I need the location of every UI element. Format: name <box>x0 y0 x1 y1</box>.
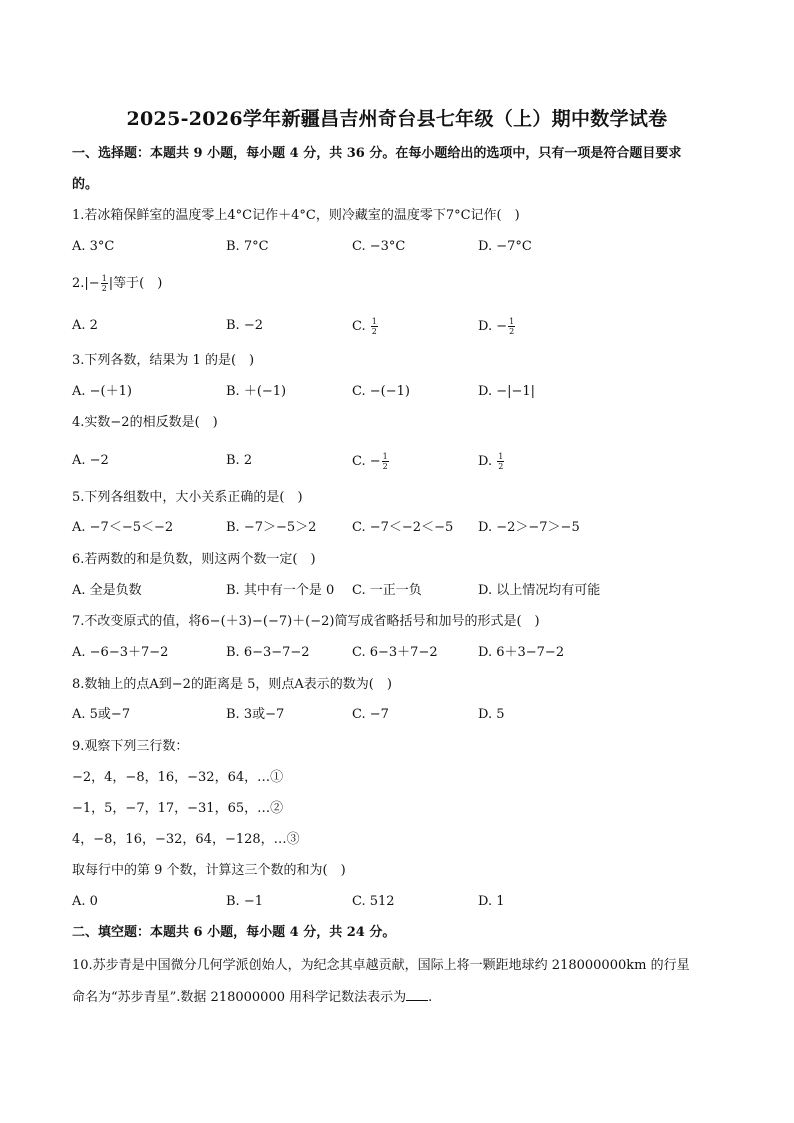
q9-row-1: −2，4，−8，16，−32，64，…① <box>72 770 284 785</box>
q10-line1: 10.苏步青是中国微分几何学派创始人，为纪念其卓越贡献，国际上将一颗距地球约 218000000km 的行星 <box>72 958 690 973</box>
exam-title: 2025-2026学年新疆昌吉州奇台县七年级（上）期中数学试卷 <box>126 108 668 130</box>
q8-stem: 8.数轴上的点A到−2的距离是 5，则点A表示的数为( ) <box>72 677 392 692</box>
q7-option-c: C. 6−3＋7−2 <box>352 645 438 660</box>
q1-option-d: D. −7°C <box>478 239 532 254</box>
q9-option-d: D. 1 <box>478 894 505 909</box>
q5-stem: 5.下列各组数中，大小关系正确的是( ) <box>72 490 303 505</box>
q4-option-d-fraction <box>497 452 504 471</box>
q2-stem-tail: 等于( ) <box>113 276 163 291</box>
q9-option-c: C. 512 <box>352 894 395 909</box>
q2-option-d-den: 2 <box>509 327 515 336</box>
q5-option-d: D. −2＞−7＞−5 <box>478 520 580 535</box>
q5-option-b: B. −7＞−5＞2 <box>226 520 317 535</box>
q2-abs-left: |− <box>84 276 100 291</box>
q9-question: 取每行中的第 9 个数，计算这三个数的和为( ) <box>72 863 346 878</box>
q10-line2-text: 命名为“苏步青星”.数据 218000000 用科学记数法表示为 <box>72 990 407 1005</box>
q8-option-d: D. 5 <box>478 707 505 722</box>
q3-option-a: A. −(＋1) <box>72 384 132 399</box>
q3-option-c: C. −(−1) <box>352 384 410 399</box>
q9-stem: 9.观察下列三行数： <box>72 739 189 754</box>
q6-option-d: D. 以上情况均有可能 <box>478 583 601 598</box>
q2-fraction-den: 2 <box>101 284 107 293</box>
q2-fraction <box>101 274 108 293</box>
q1-option-a: A. 3°C <box>72 239 115 254</box>
q3-option-d: D. −|−1| <box>478 384 536 399</box>
q2-option-c-prefix: C. <box>352 319 370 334</box>
q4-option-c-den: 2 <box>382 462 388 471</box>
q7-option-d: D. 6＋3−7−2 <box>478 645 565 660</box>
q6-option-c: C. 一正一负 <box>352 583 422 598</box>
q9-row-2: −1，5，−7，17，−31，65，…② <box>72 801 284 816</box>
q8-option-b: B. 3或−7 <box>226 707 285 722</box>
q9-option-b: B. −1 <box>226 894 263 909</box>
section1-header-line2: 的。 <box>72 177 99 192</box>
q4-option-c <box>352 452 390 471</box>
q3-stem: 3.下列各数，结果为 1 的是( ) <box>72 353 255 368</box>
q4-stem: 4.实数−2的相反数是( ) <box>72 415 218 430</box>
q2-option-c <box>352 317 379 336</box>
q2-option-d <box>478 317 516 336</box>
q9-row-3: 4，−8，16，−32，64，−128，…③ <box>72 832 300 847</box>
q7-stem: 7.不改变原式的值，将6−(＋3)−(−7)＋(−2)简写成省略括号和加号的形式是( ) <box>72 614 540 629</box>
q2-option-a: A. 2 <box>72 318 98 333</box>
q4-option-d-num: 1 <box>498 452 504 461</box>
q5-option-a: A. −7＜−5＜−2 <box>72 520 174 535</box>
q8-option-a: A. 5或−7 <box>72 707 131 722</box>
q4-option-d-den: 2 <box>498 462 504 471</box>
q2-option-c-num: 1 <box>371 317 377 326</box>
section2-header: 二、填空题：本题共 6 小题，每小题 4 分，共 24 分。 <box>72 925 396 940</box>
q4-option-c-fraction <box>382 452 389 471</box>
q2-abs-right: | <box>108 276 114 291</box>
q10-answer-blank[interactable] <box>406 988 428 1001</box>
q9-option-a: A. 0 <box>72 894 98 909</box>
q4-option-c-num: 1 <box>382 452 388 461</box>
section1-header-line1: 一、选择题：本题共 9 小题，每小题 4 分，共 36 分。在每小题给出的选项中，只有一项是符合题目要求 <box>72 146 682 161</box>
q6-option-b: B. 其中有一个是 0 <box>226 583 335 598</box>
q2-number: 2. <box>72 276 85 291</box>
q1-stem: 1.若冰箱保鲜室的温度零上4°C记作＋4°C，则冷藏室的温度零下7°C记作( ) <box>72 208 520 223</box>
q2-option-b: B. −2 <box>226 318 263 333</box>
q2-option-c-den: 2 <box>371 327 377 336</box>
q4-option-d-prefix: D. <box>478 454 497 469</box>
q7-option-a: A. −6−3＋7−2 <box>72 645 169 660</box>
q6-option-a: A. 全是负数 <box>72 583 142 598</box>
q1-option-b: B. 7°C <box>226 239 269 254</box>
q2-option-d-num: 1 <box>509 317 515 326</box>
q10-line2 <box>72 988 432 1007</box>
q4-option-a: A. −2 <box>72 453 109 468</box>
q8-option-c: C. −7 <box>352 707 389 722</box>
q2-option-c-fraction <box>371 317 378 336</box>
q6-stem: 6.若两数的和是负数，则这两个数一定( ) <box>72 552 316 567</box>
q2-stem <box>72 274 162 293</box>
q2-option-d-fraction <box>508 317 515 336</box>
q7-option-b: B. 6−3−7−2 <box>226 645 310 660</box>
q4-option-d <box>478 452 505 471</box>
q5-option-c: C. −7＜−2＜−5 <box>352 520 454 535</box>
q2-fraction-num: 1 <box>101 274 107 283</box>
q4-option-b: B. 2 <box>226 453 253 468</box>
q2-option-d-prefix: D. − <box>478 319 508 334</box>
q1-option-c: C. −3°C <box>352 239 406 254</box>
q10-line2-end: . <box>428 990 433 1005</box>
q3-option-b: B. ＋(−1) <box>226 384 287 399</box>
q4-option-c-prefix: C. − <box>352 454 381 469</box>
